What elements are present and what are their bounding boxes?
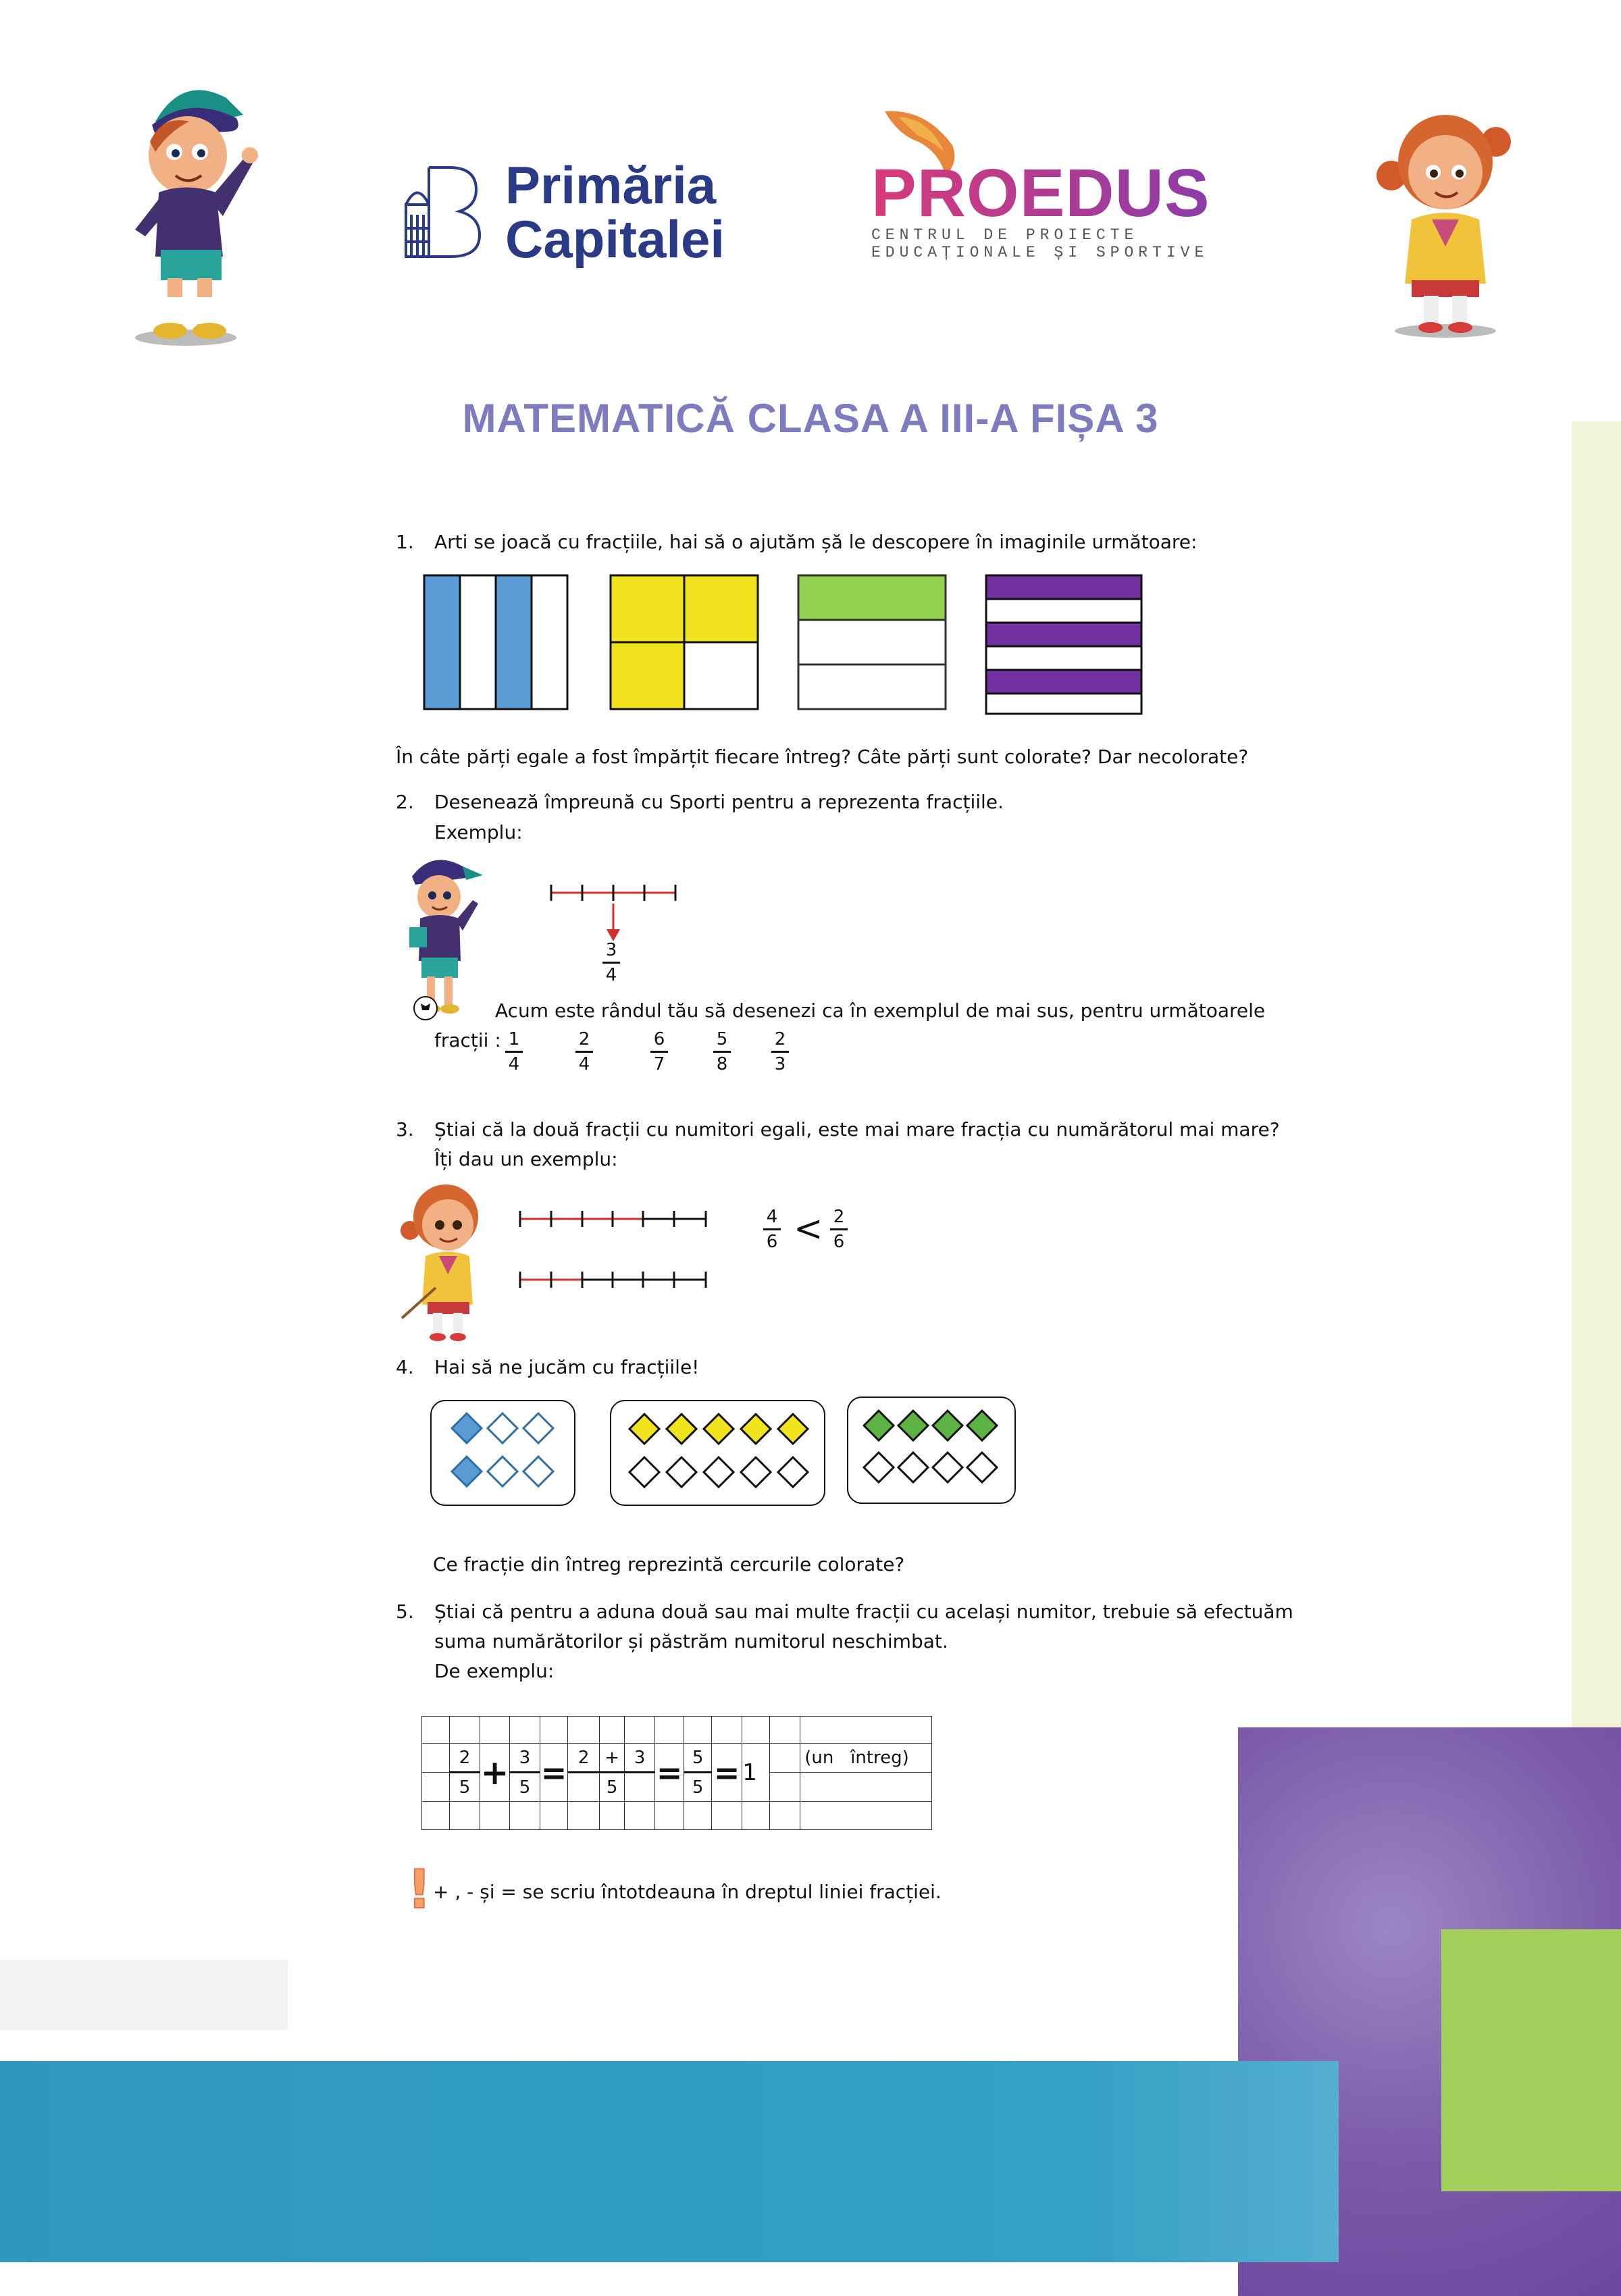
eq-equals-2: = bbox=[655, 1744, 684, 1802]
figure-grid-quarters bbox=[611, 575, 758, 709]
ex2-instruction-2: Acum este rândul tău să desenezi ca în exemplul de mai sus, pentru următoarele bbox=[495, 999, 1266, 1022]
left-gray-strip bbox=[0, 1960, 288, 2030]
ex5-equation-grid bbox=[421, 1716, 932, 1830]
eq-equals-1: = bbox=[540, 1744, 568, 1802]
ex2-fraction-4: 5 8 bbox=[713, 1029, 731, 1074]
eq-equals-3: = bbox=[712, 1744, 742, 1802]
ex2-number: 2. bbox=[396, 791, 414, 813]
eq-plus-sign: + bbox=[480, 1744, 510, 1802]
sporti-character-illustration bbox=[398, 850, 490, 1022]
ex3-left-fraction: 4 6 bbox=[763, 1207, 781, 1252]
ex3-right-fraction: 2 6 bbox=[830, 1207, 848, 1252]
eq-a-num: 2 bbox=[449, 1744, 480, 1773]
ex2-example-label: Exemplu: bbox=[434, 821, 523, 843]
eq-sum-den: 5 bbox=[600, 1773, 625, 1802]
ex3-comparison-sign: < bbox=[794, 1209, 823, 1249]
ex4-number: 4. bbox=[396, 1356, 414, 1378]
ex3-instruction-2: Îți dau un exemplu: bbox=[434, 1148, 618, 1170]
ex1-instruction: Arti se joacă cu fracțiile, hai să o ajutăm șă le descopere în imaginile următoare: bbox=[434, 531, 1198, 553]
ex5-instruction: Știai că pentru a aduna două sau mai multe fracții cu același numitor, trebuie să efectuăm bbox=[434, 1600, 1293, 1623]
right-green-strip bbox=[1572, 421, 1621, 1799]
proedus-subtitle-line1: CENTRUL DE PROIECTE bbox=[871, 226, 1139, 244]
ex2-example-number-line bbox=[546, 878, 681, 945]
page-title: MATEMATICĂ CLASA A III-A FIȘA 3 bbox=[462, 396, 1159, 441]
eq-res-num: 5 bbox=[684, 1744, 712, 1773]
ex5-note: + , - și = se scriu întotdeauna în dreptul liniei fracției. bbox=[433, 1881, 942, 1903]
ex1-number: 1. bbox=[396, 531, 414, 553]
fraction-numerator: 3 bbox=[605, 940, 617, 960]
warning-exclamation-icon: ! bbox=[407, 1860, 432, 1921]
primaria-capitalei-emblem bbox=[402, 164, 483, 259]
eq-a-den: 5 bbox=[449, 1773, 480, 1802]
eq-b-den: 5 bbox=[510, 1773, 540, 1802]
eq-sum-a: 2 bbox=[568, 1744, 600, 1773]
ex4-question: Ce fracție din întreg reprezintă cercurile colorate? bbox=[433, 1553, 905, 1575]
ex2-fraction-2: 2 4 bbox=[575, 1029, 593, 1074]
eq-one: 1 bbox=[742, 1744, 770, 1802]
proedus-subtitle-line2: EDUCAȚIONALE ȘI SPORTIVE bbox=[871, 244, 1209, 261]
ex3-number-lines bbox=[517, 1205, 713, 1293]
ex2-fraction-3: 6 7 bbox=[650, 1029, 668, 1074]
ex2-fraction-5: 2 3 bbox=[771, 1029, 789, 1074]
ex3-instruction: Știai că la două fracții cu numitori egali, este mai mare fracția cu numărătorul mai mare? bbox=[434, 1118, 1280, 1141]
lime-block bbox=[1441, 1929, 1621, 2191]
eq-res-den: 5 bbox=[684, 1773, 712, 1802]
ex5-number: 5. bbox=[396, 1600, 414, 1623]
eq-note: (un întreg) bbox=[800, 1744, 932, 1773]
proedus-logo-text: PROEDUS bbox=[871, 155, 1210, 231]
logo-primaria-line2: Capitalei bbox=[505, 209, 725, 269]
eq-sum-plus: + bbox=[600, 1744, 625, 1773]
ex5-instruction-3: De exemplu: bbox=[434, 1660, 555, 1682]
ex2-fraction-1: 1 4 bbox=[505, 1029, 523, 1074]
eq-sum-b: 3 bbox=[625, 1744, 655, 1773]
figure-vertical-quarters bbox=[424, 575, 567, 709]
figure-horizontal-sixths bbox=[986, 575, 1141, 714]
fraction-denominator: 4 bbox=[605, 965, 617, 985]
ex2-fractions-label: fracții : bbox=[434, 1029, 501, 1051]
logo-primaria-line1: Primăria bbox=[505, 155, 717, 215]
ex3-number: 3. bbox=[396, 1118, 414, 1141]
number-line-bottom bbox=[520, 1272, 706, 1288]
arti-character-illustration bbox=[395, 1176, 510, 1345]
ex4-diamond-sets bbox=[430, 1397, 1018, 1508]
boy-character-illustration bbox=[108, 68, 263, 351]
girl-character-illustration bbox=[1344, 101, 1513, 338]
ex2-instruction: Desenează împreună cu Sporti pentru a reprezenta fracțiile. bbox=[434, 791, 1004, 813]
ex4-instruction: Hai să ne jucăm cu fracțiile! bbox=[434, 1356, 700, 1378]
figure-horizontal-thirds bbox=[798, 575, 946, 709]
teal-band bbox=[0, 2061, 1339, 2262]
ex1-fraction-figures bbox=[419, 571, 1148, 719]
ex1-question: În câte părți egale a fost împărțit fiecare întreg? Câte părți sunt colorate? Dar necolorate? bbox=[396, 746, 1249, 768]
ex2-example-fraction bbox=[602, 940, 620, 985]
number-line-top bbox=[520, 1211, 706, 1227]
eq-b-num: 3 bbox=[510, 1744, 540, 1773]
ex5-instruction-2: suma numărătorilor și păstrăm numitorul neschimbat. bbox=[434, 1630, 948, 1652]
